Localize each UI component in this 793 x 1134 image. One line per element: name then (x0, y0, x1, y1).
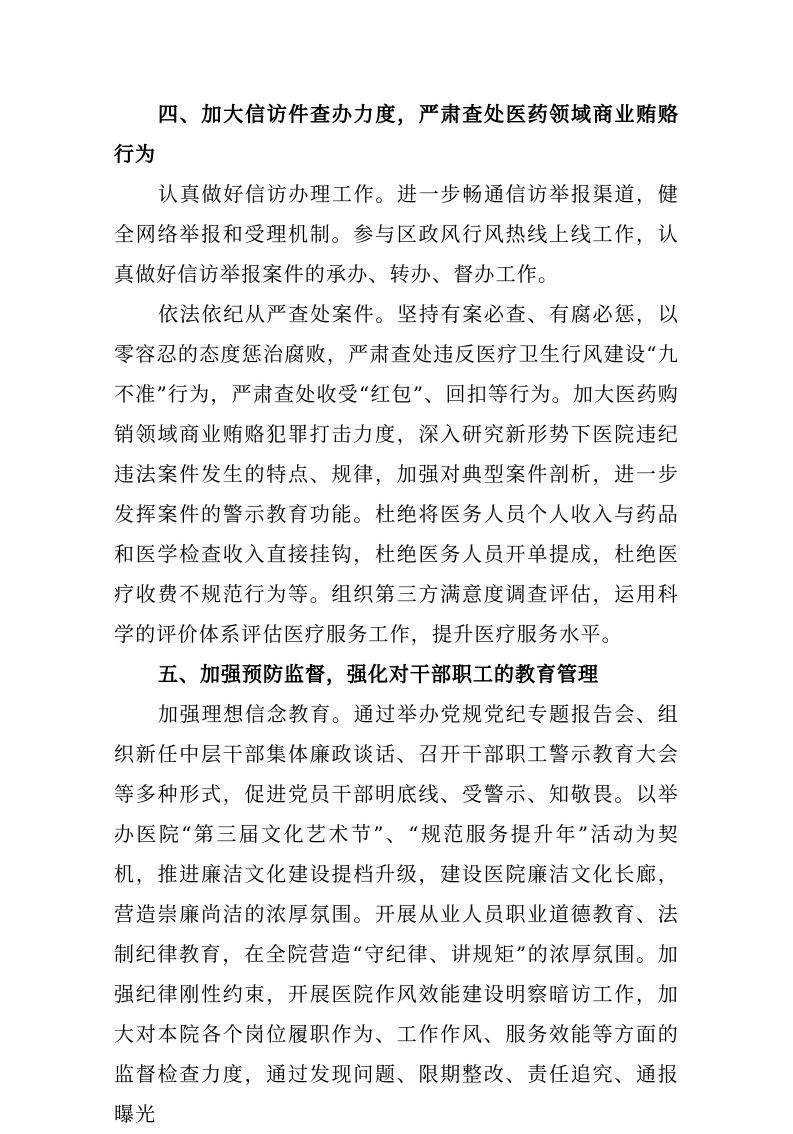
section-heading-5: 五、加强预防监督，强化对干部职工的教育管理 (158, 662, 599, 686)
section-heading-4: 四、加大信访件查办力度，严肃查处医药领域商业贿赂行为 (114, 102, 679, 166)
paragraph-case-investigation: 依法依纪从严查处案件。坚持有案必查、有腐必惩，以零容忍的态度惩治腐败，严肃查处违反医疗卫生行风建设“九不准”行为，严肃查处收受“红包”、回扣等行为。加大医药购销领域商业贿赂犯罪打击力度，深入研究新形势下医院违纪违法案件发生的特点、规律，加强对典型案件剖析，进一步发挥案件的警示教育功能。杜绝将医务人员个人收入与药品和医学检查收入直接挂钩，杜绝医务人员开单提成，杜绝医疗收费不规范行为等。组织第三方满意度调查评估，运用科学的评价体系评估医疗服务工作，提升医疗服务水平。 (114, 302, 679, 646)
paragraph-ideals-education: 加强理想信念教育。通过举办党规党纪专题报告会、组织新任中层干部集体廉政谈话、召开干部职工警示教育大会等多种形式，促进党员干部明底线、受警示、知敬畏。以举办医院“第三届文化艺术节”、“规范服务提升年”活动为契机，推进廉洁文化建设提档升级，建设医院廉洁文化长廊，营造崇廉尚洁的浓厚氛围。开展从业人员职业道德教育、法制纪律教育，在全院营造“守纪律、讲规矩”的浓厚氛围。加强纪律刚性约束，开展医院作风效能建设明察暗访工作，加大对本院各个岗位履职作为、工作作风、服务效能等方面的监督检查力度，通过发现问题、限期整改、责任追究、通报曝光 (114, 702, 679, 1126)
paragraph-petition-handling: 认真做好信访办理工作。进一步畅通信访举报渠道，健全网络举报和受理机制。参与区政风行风热线上线工作，认真做好信访举报案件的承办、转办、督办工作。 (114, 182, 679, 286)
